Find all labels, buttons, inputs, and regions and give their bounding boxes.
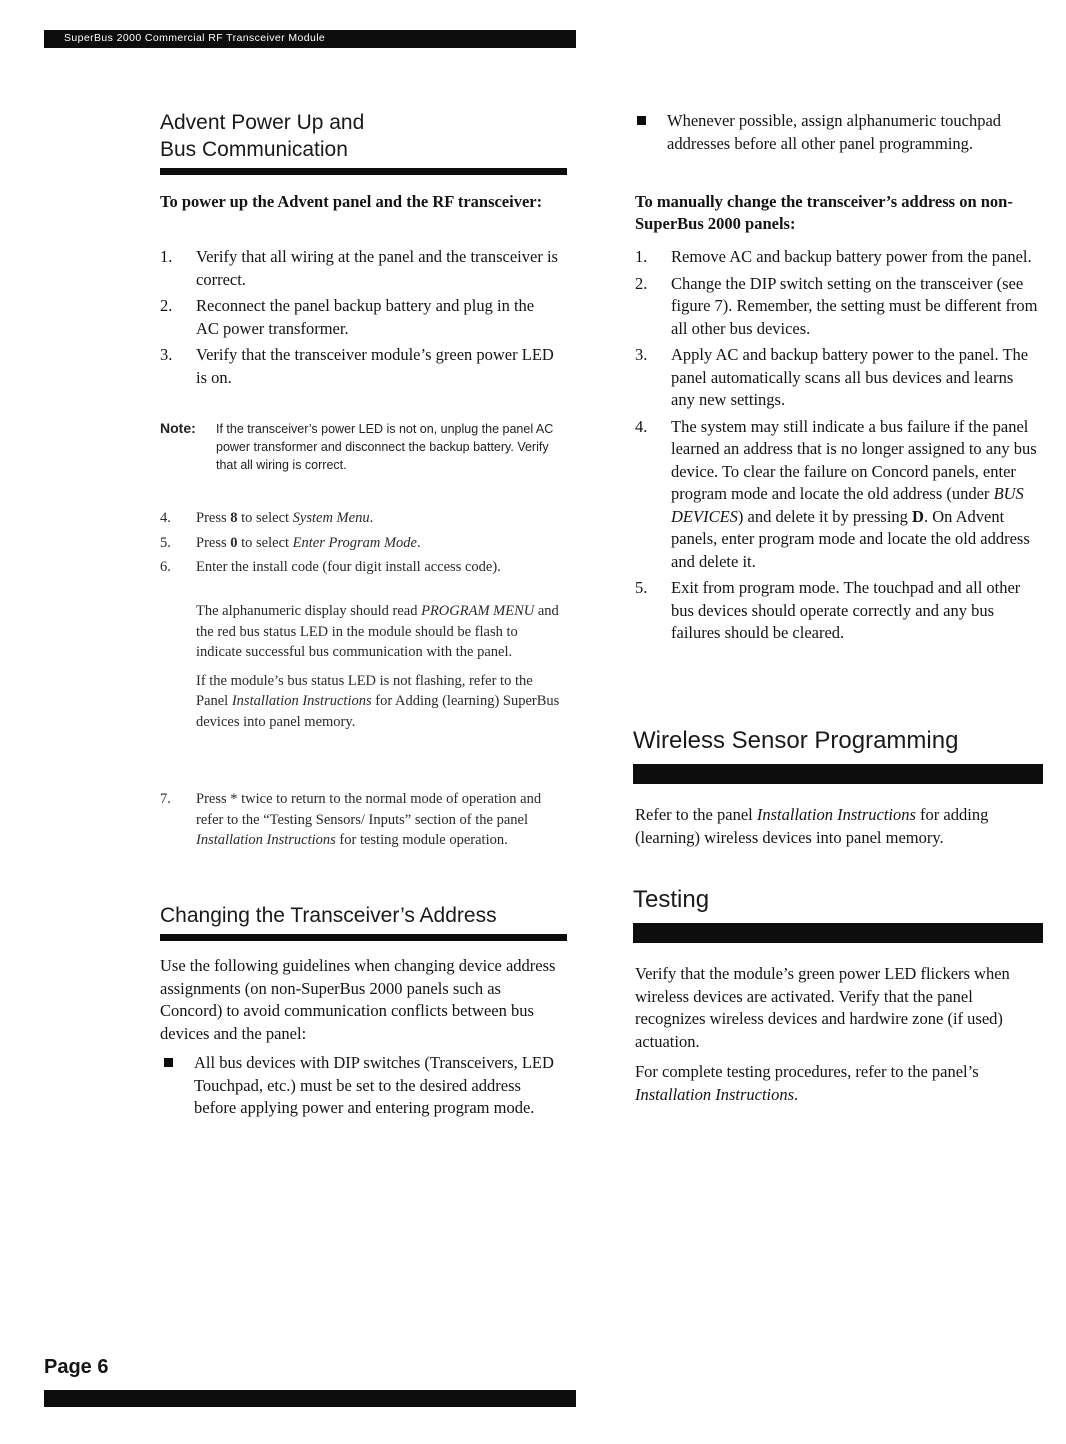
step-6-details [160, 601, 560, 740]
step-text: to select [237, 534, 293, 551]
step-number: 2. [160, 296, 173, 315]
text-run: For complete testing procedures, refer to the panel’s [635, 1062, 979, 1081]
list-item [635, 246, 1040, 269]
step-number: 4. [635, 416, 648, 436]
address-change-steps [635, 246, 1040, 649]
step-text: ) and delete it by pressing [737, 506, 913, 526]
bullet-square-icon [164, 1058, 173, 1067]
section-rule [633, 923, 1043, 943]
bullet-square-icon [637, 116, 646, 125]
list-item [160, 246, 560, 291]
step-text: Reconnect the panel backup battery and plug in the AC power transformer. [196, 296, 535, 338]
step-number: 4. [160, 510, 171, 526]
paragraph: Verify that the module’s green power LED flickers when wireless devices are activated. Verify that the panel recognizes wireless devices and hardwire zone (if used) actuation. [635, 964, 1010, 1051]
step-text: Enter the install code (four digit install access code). [196, 559, 501, 575]
document-ref: Installation Instructions [196, 832, 336, 848]
step-text: for testing module operation. [335, 832, 508, 848]
step-number: 5. [635, 578, 648, 597]
guideline-list-continued [633, 110, 1038, 155]
step-text: . [369, 510, 374, 526]
step-7 [160, 789, 560, 855]
list-item [160, 557, 560, 578]
step-number: 2. [635, 273, 648, 293]
list-item [635, 577, 1040, 645]
wireless-text [635, 804, 1040, 857]
text-run: The alphanumeric display should read [196, 603, 422, 619]
step-number: 1. [635, 247, 648, 266]
step-text: Press * twice to return to the normal mode of operation and refer to the “Testing Sensors/ Inputs” section of the panel [196, 791, 542, 828]
bullet-text: All bus devices with DIP switches (Transceivers, LED Touchpad, etc.) must be set to the desired address before applying power and entering program mode. [194, 1053, 554, 1117]
text-run: If the module’s bus status LED is not flashing, refer to the Panel [196, 672, 533, 709]
paragraph [635, 804, 1040, 849]
list-item [160, 295, 560, 340]
document-ref: Installation Instructions [635, 1084, 795, 1104]
section-rule [633, 764, 1043, 784]
program-mode-steps [160, 508, 560, 582]
paragraph: Use the following guidelines when changing device address assignments (on non-SuperBus 2000 panels such as Concord) to avoid communication conflicts between bus devices and the panel: [160, 956, 556, 1043]
bullet-text: Whenever possible, assign alphanumeric touchpad addresses before all other panel programming. [667, 111, 1002, 153]
address-intro [160, 955, 560, 1053]
menu-name: Enter Program Mode [292, 534, 417, 551]
menu-name: BUS DEVICES [671, 484, 1024, 526]
list-item [160, 533, 560, 554]
display-text: PROGRAM MENU [421, 603, 535, 619]
section-heading-advent-power-up [160, 109, 560, 163]
key-label: 8 [230, 510, 238, 526]
section-heading-testing: Testing [633, 886, 710, 913]
heading-line-2: Bus Communication [160, 138, 348, 161]
step-text: Press [196, 534, 231, 551]
step-text: Verify that all wiring at the panel and the transceiver is correct. [196, 247, 558, 289]
section-rule [160, 934, 567, 941]
text-run: for Adding (learning) SuperBus devices into panel memory. [196, 693, 560, 730]
page-number: Page 6 [44, 1356, 109, 1378]
list-item [160, 344, 560, 389]
paragraph [635, 1061, 1040, 1106]
step-number: 7. [160, 791, 171, 807]
text-run: . [794, 1084, 799, 1104]
step-text: to select [237, 510, 293, 526]
procedure-title: To power up the Advent panel and the RF transceiver: [160, 192, 543, 211]
section-heading-changing-address: Changing the Transceiver’s Address [160, 904, 497, 927]
step-text: . [416, 534, 421, 551]
step-number: 6. [160, 559, 171, 575]
running-header-bar [44, 30, 576, 48]
procedure-title: To manually change the transceiver’s address on non-SuperBus 2000 panels: [635, 192, 1013, 233]
note-text: If the transceiver’s power LED is not on, unplug the panel AC power transformer and disconnect the backup battery. Verify that all wiring is correct. [216, 422, 554, 472]
document-ref: Installation Instructions [756, 805, 916, 824]
key-label: 0 [230, 534, 238, 551]
step-number: 3. [160, 345, 173, 364]
step-text: Apply AC and backup battery power to the panel. The panel automatically scans all bus devices and learns any new settings. [671, 345, 1029, 409]
step-text: Change the DIP switch setting on the transceiver (see figure 7). Remember, the setting must be different from all other bus devices. [671, 273, 1038, 338]
list-item [160, 789, 560, 851]
step-text: . On Advent panels, enter program mode and locate the old address and delete it. [671, 506, 1030, 571]
step-number: 5. [160, 534, 171, 551]
step-number: 3. [635, 345, 648, 364]
note-block [160, 420, 560, 474]
text-run: and the red bus status LED in the module should be flash to indicate successful bus communication with the panel. [196, 603, 559, 660]
list-item [635, 273, 1040, 341]
list-item [160, 1052, 560, 1120]
step-text: Remove AC and backup battery power from the panel. [671, 247, 1032, 266]
section-heading-wireless: Wireless Sensor Programming [633, 727, 959, 754]
list-item [633, 110, 1038, 155]
list-item [635, 344, 1040, 412]
step-text: Press [196, 510, 231, 526]
footer-bar [44, 1390, 576, 1407]
text-run: Refer to the panel [635, 805, 757, 824]
document-ref: Installation Instructions [231, 693, 372, 709]
step-text: Verify that the transceiver module’s green power LED is on. [196, 345, 554, 387]
step-text: The system may still indicate a bus failure if the panel learned an address that is no longer assigned to any bus device. To clear the failure on Concord panels, enter program mode and locate the old address (under [671, 416, 1037, 503]
note-label: Note: [160, 420, 196, 436]
guideline-list [160, 1052, 560, 1120]
step-number: 1. [160, 247, 173, 266]
testing-text [635, 963, 1040, 1114]
key-label: D [912, 506, 924, 526]
menu-name: System Menu [292, 510, 370, 526]
list-item [635, 416, 1040, 574]
heading-line-1: Advent Power Up and [160, 111, 365, 134]
paragraph [196, 671, 560, 733]
power-up-steps [160, 246, 560, 393]
running-header-title: SuperBus 2000 Commercial RF Transceiver Module [64, 32, 326, 44]
section-rule [160, 168, 567, 175]
list-item [160, 508, 560, 529]
paragraph [196, 601, 560, 663]
text-run: for adding (learning) wireless devices into panel memory. [635, 805, 989, 847]
step-text: Exit from program mode. The touchpad and all other bus devices should operate correctly and any bus failures should be cleared. [671, 578, 1021, 642]
